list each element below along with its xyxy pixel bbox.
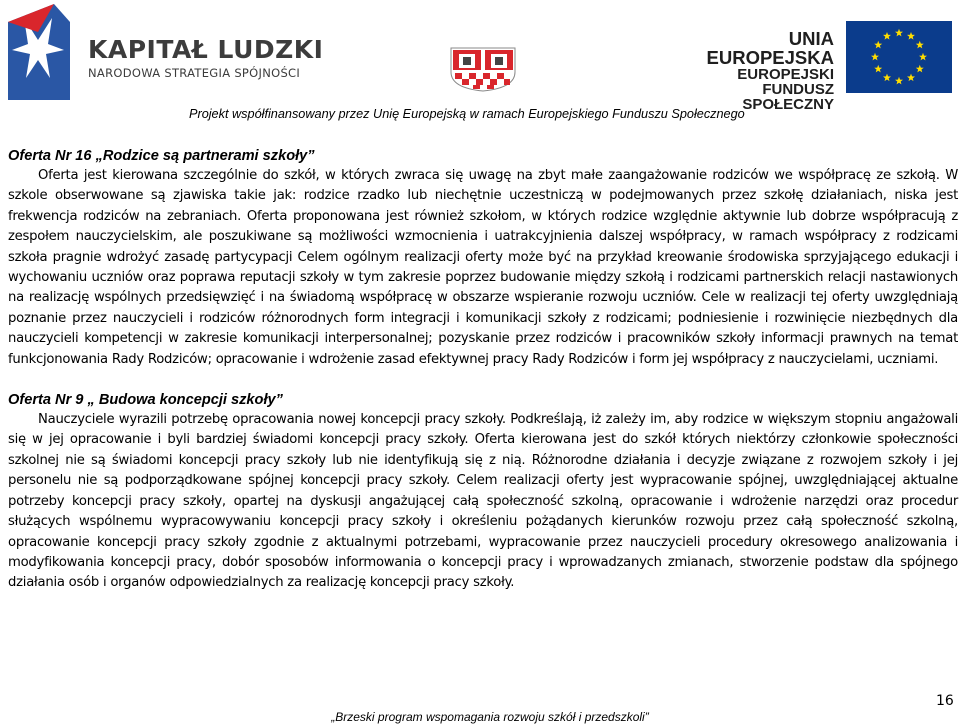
- offer-16-title: Oferta Nr 16 „Rodzice są partnerami szkoły”: [8, 148, 315, 164]
- page-footer: „Brzeski program wspomagania rozwoju szkół i przedszkoli”: [331, 710, 649, 724]
- eu-wordmark: [686, 29, 834, 112]
- kapital-ludzki-wordmark: [88, 36, 323, 80]
- offer-9-body: Nauczyciele wyrazili potrzebę opracowania nowej koncepcji pracy szkoły. Podkreślają, iż zależy im, aby rodzice w większym stopniu angażowali się w jej opracowanie i byli bardziej świadomi koncepcji pracy szkoły. Oferta kierowana jest do szkół których niektórzy członkowie społeczności szkolnej nie są świadomi koncepcji pracy szkoły lub nie identyfikują się z nią. Różnorodne działania i decyzje związane z rozwojem szkoły i jej personelu nie są podporządkowane spójnej koncepcji pracy szkoły. Celem realizacji oferty jest wypracowanie spójnej, uwzględniającej aktualne potrzeby koncepcji pracy szkoły, opartej na dyskusji angażującej całą społeczność szkolną, opracowanie i wdrożenie narzędzi oraz procedur służących wspólnemu wypracowywaniu koncepcji pracy szkoły i określeniu pożądanych kierunków rozwoju przez całą społeczność szkolną, opracowanie koncepcji pracy szkoły zgodnie z aktualnymi potrzebami, wypracowanie przez nauczycieli procedury okresowego analizowania i modyfikowania koncepcji pracy, dobór sposobów informowania o koncepcji pracy i wprowadzanych zmianach, stworzenie podstaw dla spójnego działania osób i organów odpowiedzialnych za realizację koncepcji pracy szkoły.: [8, 412, 958, 591]
- kapital-ludzki-star-logo: [8, 4, 70, 100]
- offer-16-body: Oferta jest kierowana szczególnie do szkół, w których zwraca się uwagę na zbyt małe zaangażowanie rodziców we współpracę ze szkołą. W szkole obserwowane są zjawiska takie jak: rodzice rzadko lub niechętnie uczestniczą w podejmowanych przez szkołę działaniach, niska jest frekwencja rodziców na zebraniach. Oferta proponowana jest również szkołom, w których rodzice względnie aktywnie lub dobrze współpracują z zespołem nauczycielskim, ale poszukiwane są możliwości wzmocnienia i uatrakcyjnienia dalszej współpracy, w ramach współpracy z rodzicami szkoła pragnie wdrożyć zasadę partycypacji Celem ogólnym realizacji oferty może być na przykład kreowanie środowiska sprzyjającego edukacji i wychowaniu uczniów oraz poprawa reputacji szkoły w tym zakresie poprzez budowanie między szkołą i rodzicami partnerskich relacji nastawionych na realizację wspólnych przedsięwzięć i na świadomą współpracę w obszarze wspieranie rozwoju uczniów. Cele w realizacji tej oferty uwzględniają poznanie przez nauczycieli i rodziców różnorodnych form integracji i komunikacji szkoły z rodzicami; podniesienie i rozwinięcie niezbędnych dla nauczycieli kompetencji w zakresie komunikacji interpersonalnej; pozyskanie przez rodziców i pracowników szkoły informacji prawnych na temat funkcjonowania Rady Rodziców; opracowanie i wdrożenie zasad efektywnej pracy Rady Rodziców i form jej współpracy z nauczycielami, uczniami.: [8, 168, 958, 367]
- eu-subtitle-line1: EUROPEJSKI: [737, 66, 834, 83]
- document-body: [8, 146, 958, 594]
- eu-subtitle-line2: FUNDUSZ SPOŁECZNY: [742, 81, 834, 113]
- kapital-ludzki-title: KAPITAŁ LUDZKI: [88, 35, 324, 64]
- page-header: [0, 0, 960, 121]
- coat-of-arms-crest: [449, 46, 517, 92]
- kapital-ludzki-subtitle: NARODOWA STRATEGIA SPÓJNOŚCI: [88, 66, 301, 80]
- eu-flag-icon: [846, 21, 952, 93]
- eu-title: UNIA EUROPEJSKA: [706, 28, 834, 68]
- project-funding-line: Projekt współfinansowany przez Unię Europejską w ramach Europejskiego Funduszu Społecznego: [189, 107, 745, 121]
- offer-9-title: Oferta Nr 9 „ Budowa koncepcji szkoły”: [8, 392, 283, 409]
- page-number: 16: [936, 693, 954, 709]
